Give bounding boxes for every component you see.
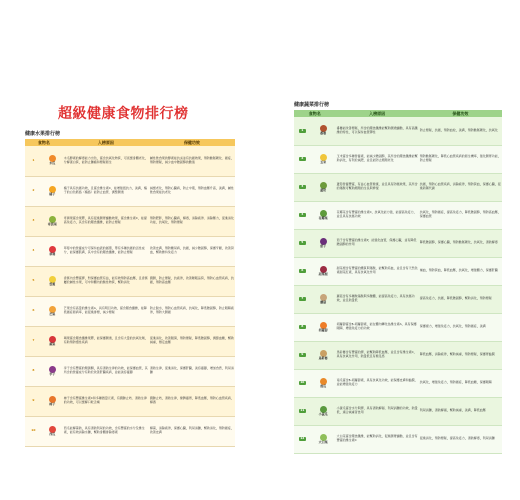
food-cell	[42, 176, 63, 206]
food-cell	[311, 229, 336, 257]
food-cell	[42, 356, 63, 386]
food-cell	[42, 146, 63, 176]
food-cell	[311, 369, 336, 397]
food-cell	[311, 313, 336, 341]
benefit-cell: 降低血壓，消除疲勞，幫助減重，預防便秘，保護胃黏膜	[419, 341, 502, 369]
table-row	[294, 117, 502, 145]
reason-cell: 木瓜酵素的解毒能力出色，富含抗氧化物質，可延緩身體老化，分解蛋白質，能防止腫瘤和便秘發生	[63, 146, 149, 176]
reason-cell: 香蕉內含豐富鉀，對保護血管有益，能有效預防高血壓，且香蕉屬於鹹性水果，可中和體內的酸性物質，幫助消化	[63, 266, 149, 296]
food-name: 草莓	[49, 251, 56, 256]
reason-cell: 小黃瓜富含水分與鉀，具有清熱解渴、利尿消腫的功效，熱量低，適合減重者食用	[336, 397, 419, 425]
food-name: 蘆筍	[320, 187, 327, 192]
rank-number	[294, 145, 311, 173]
table-row	[25, 416, 235, 446]
table-row	[25, 296, 235, 326]
fruit-ranking-table	[25, 139, 235, 447]
food-cell	[42, 266, 63, 296]
rank-number	[294, 257, 311, 285]
rank-label: 10	[300, 380, 305, 385]
food-name: 大白菜	[318, 439, 328, 444]
benefit-cell: 改善皮膚，預防糖尿病，抗癌，減少膽固醇，保護牙齦，改善貧血，幫助維持免疫力	[149, 236, 235, 266]
table-row	[294, 201, 502, 229]
benefit-cell: 抗癌，預防心血管疾病，消除疲勞，預防貧血，保護心臟，促進新陳代謝	[419, 173, 502, 201]
fruit-table-header	[25, 139, 235, 146]
benefit-cell: 抗氧化，預防癌症，提高免疫力，降低膽固醇，預防高血壓，保護血管	[419, 201, 502, 229]
rank-number	[294, 313, 311, 341]
rank-label: 1	[32, 157, 35, 162]
benefit-cell: 促進消化，改善腹瀉，預防便秘，降低膽固醇，調節血糖，幫助減重，穩定血壓	[149, 326, 235, 356]
left-page	[25, 90, 235, 447]
benefit-cell: 抗氧化，增強免疫力，預防癌症，降低血糖，保護眼睛	[419, 369, 502, 397]
food-name: 奇異果	[47, 221, 57, 226]
rank-number	[294, 425, 311, 453]
benefit-cell: 防止便秘，抗癌，預防血栓，美膚，預防動脈硬化，抗氧化	[419, 117, 502, 145]
rank-number	[25, 236, 42, 266]
rank-number	[25, 266, 42, 296]
benefit-cell: 補血，預防貧血，降低血壓，抗氧化，增強體力，保護肝臟	[419, 257, 502, 285]
rank-label: 7	[299, 297, 306, 301]
reason-cell: 蘆筍營養豐富，有益心血管健康，並且具有防癌效果，其所含的葉酸可幫助細胞的生長與修復	[336, 173, 419, 201]
table-row	[294, 397, 502, 425]
food-cell	[311, 145, 336, 173]
table-row	[25, 206, 235, 236]
rank-number	[25, 176, 42, 206]
vegetable-table-title: 健康蔬菜排行榜	[294, 102, 330, 108]
benefit-cell: 鹹性飲食果的酵素能抗炎並有抗癌效果，預防動脈硬化、癌症，預防便秘，減少血中膽固醇的數值	[149, 146, 235, 176]
table-row	[25, 146, 235, 176]
food-name: 蘑菇	[320, 299, 327, 304]
table-row	[294, 369, 502, 397]
rank-label: 5	[32, 278, 35, 283]
reason-cell: 南瓜富含β-胡蘿蔔素，具有抗氧化功效，能保護皮膚和黏膜，並能增強免疫力	[336, 369, 419, 397]
rank-number	[294, 397, 311, 425]
reason-cell: 李子含有豐富的類黃酮，具有清熱生津的功效，能保護血管，其所含的營養成分有助於改善肝臟疾病，並能美容養顏	[63, 356, 149, 386]
food-name: 小黃瓜	[318, 411, 328, 416]
food-cell	[42, 206, 63, 236]
food-name: 胡蘿蔔	[318, 327, 328, 332]
food-cell	[42, 326, 63, 356]
rank-number	[25, 416, 42, 446]
rank-number	[294, 173, 311, 201]
fruit-table-title: 健康水果排行榜	[25, 131, 61, 137]
food-name: 南瓜	[320, 383, 327, 388]
rank-number	[25, 146, 42, 176]
benefit-cell: 潤肺止咳，清熱生津，健脾養胃，降低血壓，預防心血管疾病，解酒	[149, 386, 235, 416]
rank-label: 5	[299, 241, 306, 245]
food-name: 香蕉	[49, 281, 56, 286]
table-row	[25, 356, 235, 386]
header-benefit: 保健功效	[419, 110, 502, 117]
benefit-cell: 保護視力，增強免疫力，抗氧化，預防癌症，美膚	[419, 313, 502, 341]
reason-cell: 草莓中的營養成分可保持血液的循環，帶有多種抗癌的活性成分，能保護肌膚，其中含有的膳食纖維，能防止便秘	[63, 236, 149, 266]
header-reason: 入榜原因	[63, 139, 149, 146]
benefit-cell: 清熱生津，促進消化，保護肝臟，美容養顏，增加食慾，利尿消腫	[149, 356, 235, 386]
food-name: 番薯	[320, 131, 327, 136]
rank-number	[294, 341, 311, 369]
food-cell	[311, 285, 336, 313]
benefit-cell: 降低膽固醇，保護心臟，預防動脈硬化，抗氧化，清熱解毒	[419, 229, 502, 257]
reason-cell: 馬鈴薯含有豐富的鉀，能幫助降低血壓，並且含有維生素C，具有抗氧化作用，熱量低且有飽足感	[336, 341, 419, 369]
food-cell	[311, 341, 336, 369]
food-name: 橘子	[49, 191, 56, 196]
rank-label: 6	[299, 269, 306, 273]
rank-label: 4	[32, 248, 35, 253]
reason-cell: 蘑菇含有多種胺基酸與多醣體，能提高免疫力，具有抗癌功效，並且熱量低	[336, 285, 419, 313]
benefit-cell: 利尿消腫，清熱解渴，幫助減重，美膚，降低血壓	[419, 397, 502, 425]
vegetable-table-header	[294, 110, 502, 117]
food-name: 蘋果	[49, 341, 56, 346]
table-row	[25, 386, 235, 416]
rank-label: 3	[299, 185, 306, 189]
table-row	[25, 236, 235, 266]
food-cell	[311, 201, 336, 229]
food-name: 李子	[49, 371, 56, 376]
food-name: 木瓜	[49, 161, 56, 166]
reason-cell: 大白菜富含膳食纖維，能幫助消化，促進腸胃蠕動，並且含有豐富的維生素C	[336, 425, 419, 453]
benefit-cell: 預防動脈硬化，降低心血管疾病的發生機率，強化腸胃功能，防止便秘	[419, 145, 502, 173]
table-row	[294, 257, 502, 285]
rank-label: 1	[299, 129, 306, 133]
reason-cell: 茄子含有豐富的維生素P，能強化血管，保護心臟，並有降低膽固醇的作用	[336, 229, 419, 257]
rank-label: 12	[300, 436, 305, 441]
benefit-cell: 防止脫水，預防心血管疾病，抗氧化，降低膽固醇，防止眼睛疲勞，預防大腸癌	[149, 296, 235, 326]
food-name: 西瓜	[49, 431, 56, 436]
food-name: 花椰菜	[318, 215, 328, 220]
benefit-cell: 解暑，消除疲勞，保護心臟，利尿消腫，幫助消化，預防癌症，改善皮膚	[149, 416, 235, 446]
food-cell	[311, 117, 336, 145]
food-name: 馬鈴薯	[318, 355, 328, 360]
reason-cell: 甜菜根含有豐富的鐵質與葉酸，能幫助造血，並且含有天然色素甜菜紅素，具有抗氧化作用	[336, 257, 419, 285]
food-name: 茄子	[320, 243, 327, 248]
food-name: 柿子	[49, 401, 56, 406]
rank-number	[25, 356, 42, 386]
food-cell	[311, 397, 336, 425]
reason-cell: 番薯能改善便秘，所含的膳食纖維能幫助腸道蠕動，具有高纖維的特性，可以保持血管彈性	[336, 117, 419, 145]
table-row	[294, 313, 502, 341]
table-row	[294, 173, 502, 201]
food-name: 芒果	[49, 311, 56, 316]
reason-cell: 芒果含有高量的維生素A，具有明目功效，富含膳食纖維，能降低癌症發病率，能促進排便，減少便秘	[63, 296, 149, 326]
rank-label: 3	[32, 218, 35, 223]
food-cell	[42, 236, 63, 266]
benefit-cell: 預防肥胖，預防心臟病，解毒，消除疲勞、消除壓力，促進消化功能，抗氧化，預防便秘	[149, 206, 235, 236]
reason-cell: 玉米富含多種營養素，能減少膽固醇，其所含的膳食纖維能幫助消化，有利於減肥，並且能防止細胞老化	[336, 145, 419, 173]
benefit-cell: 提高免疫力，抗癌，降低膽固醇，幫助消化，預防便秘	[419, 285, 502, 313]
rank-number	[25, 206, 42, 236]
rank-label: 8	[32, 368, 35, 373]
rank-number	[294, 229, 311, 257]
rank-label: 6	[32, 308, 35, 313]
rank-number	[294, 117, 311, 145]
food-cell	[311, 173, 336, 201]
rank-number	[25, 386, 42, 416]
table-row	[25, 326, 235, 356]
reason-cell: 西瓜能解暑熱，具有清熱利尿的功效，含有豐富的水分及維生素，能有效消除水腫，幫助身體排除毒素	[63, 416, 149, 446]
food-name: 甜菜根	[318, 271, 328, 276]
reason-cell: 柿子含有豐富維生素C和多種微量元素，有潤肺止咳、清熱生津的功效，可以緩解口乾舌燥	[63, 386, 149, 416]
rank-number	[294, 201, 311, 229]
rank-label: 9	[299, 353, 306, 357]
rank-label: 2	[32, 188, 35, 193]
table-row	[294, 425, 502, 453]
rank-label: 7	[32, 338, 35, 343]
header-benefit: 保健功效	[149, 139, 235, 146]
table-row	[294, 229, 502, 257]
vegetable-ranking-table	[294, 110, 502, 454]
rank-number	[294, 285, 311, 313]
rank-number	[25, 296, 42, 326]
table-row	[294, 341, 502, 369]
header-reason: 入榜原因	[336, 110, 419, 117]
reason-cell: 奇異果富含果膠，具有促進腸胃蠕動效果，富含維生素C，能提高免疫力，其含有的膳食纖維，能防止便秘	[63, 206, 149, 236]
food-cell	[311, 257, 336, 285]
rank-label: 8	[299, 325, 306, 329]
rank-number	[25, 326, 42, 356]
reason-cell: 蘋果富含膳食纖維果膠，能保護腸道，且含有大量的抗氧化劑，有助預防慢性疾病	[63, 326, 149, 356]
reason-cell: 胡蘿蔔富含β-胡蘿蔔素，能在體內轉化為維生素A，具有保護眼睛、增強免疫力的功效	[336, 313, 419, 341]
food-cell	[42, 386, 63, 416]
table-row	[294, 145, 502, 173]
header-food-name: 食物名	[25, 139, 63, 146]
benefit-cell: 減緩老化，預防心臟病，防止中風，預防血壓升高，美膚，鹹性飲食果能抗老化	[149, 176, 235, 206]
rank-label: 9	[32, 398, 35, 403]
table-row	[25, 266, 235, 296]
food-cell	[42, 416, 63, 446]
rank-label: 4	[299, 213, 306, 217]
right-page	[294, 101, 502, 454]
rank-number	[294, 369, 311, 397]
rank-label: 11	[300, 408, 305, 413]
food-cell	[42, 296, 63, 326]
food-name: 玉米	[320, 159, 327, 164]
rank-label: 2	[299, 157, 306, 161]
main-title: 超級健康食物排行榜	[58, 106, 189, 122]
reason-cell: 橘子具有抗癌功效，且富含維生素C，能增強抵抗力，美膚，橘子的白色筋絡（橘絡）能防止血管、調整腸道	[63, 176, 149, 206]
rank-label: 10	[31, 428, 36, 433]
food-cell	[311, 425, 336, 453]
header-food-name: 食物名	[294, 110, 336, 117]
reason-cell: 花椰菜含有豐富的維生素C，抗氧化能力強，能提高免疫力，並且具有抗癌功效	[336, 201, 419, 229]
table-row	[25, 176, 235, 206]
benefit-cell: 促進消化，預防便秘，提高免疫力，清熱解毒，利尿消腫	[419, 425, 502, 453]
table-row	[294, 285, 502, 313]
benefit-cell: 潤腸，防止便秘，抗疲勞，改善睡眠品質，預防心血管疾病，抗癌，預防高血壓	[149, 266, 235, 296]
